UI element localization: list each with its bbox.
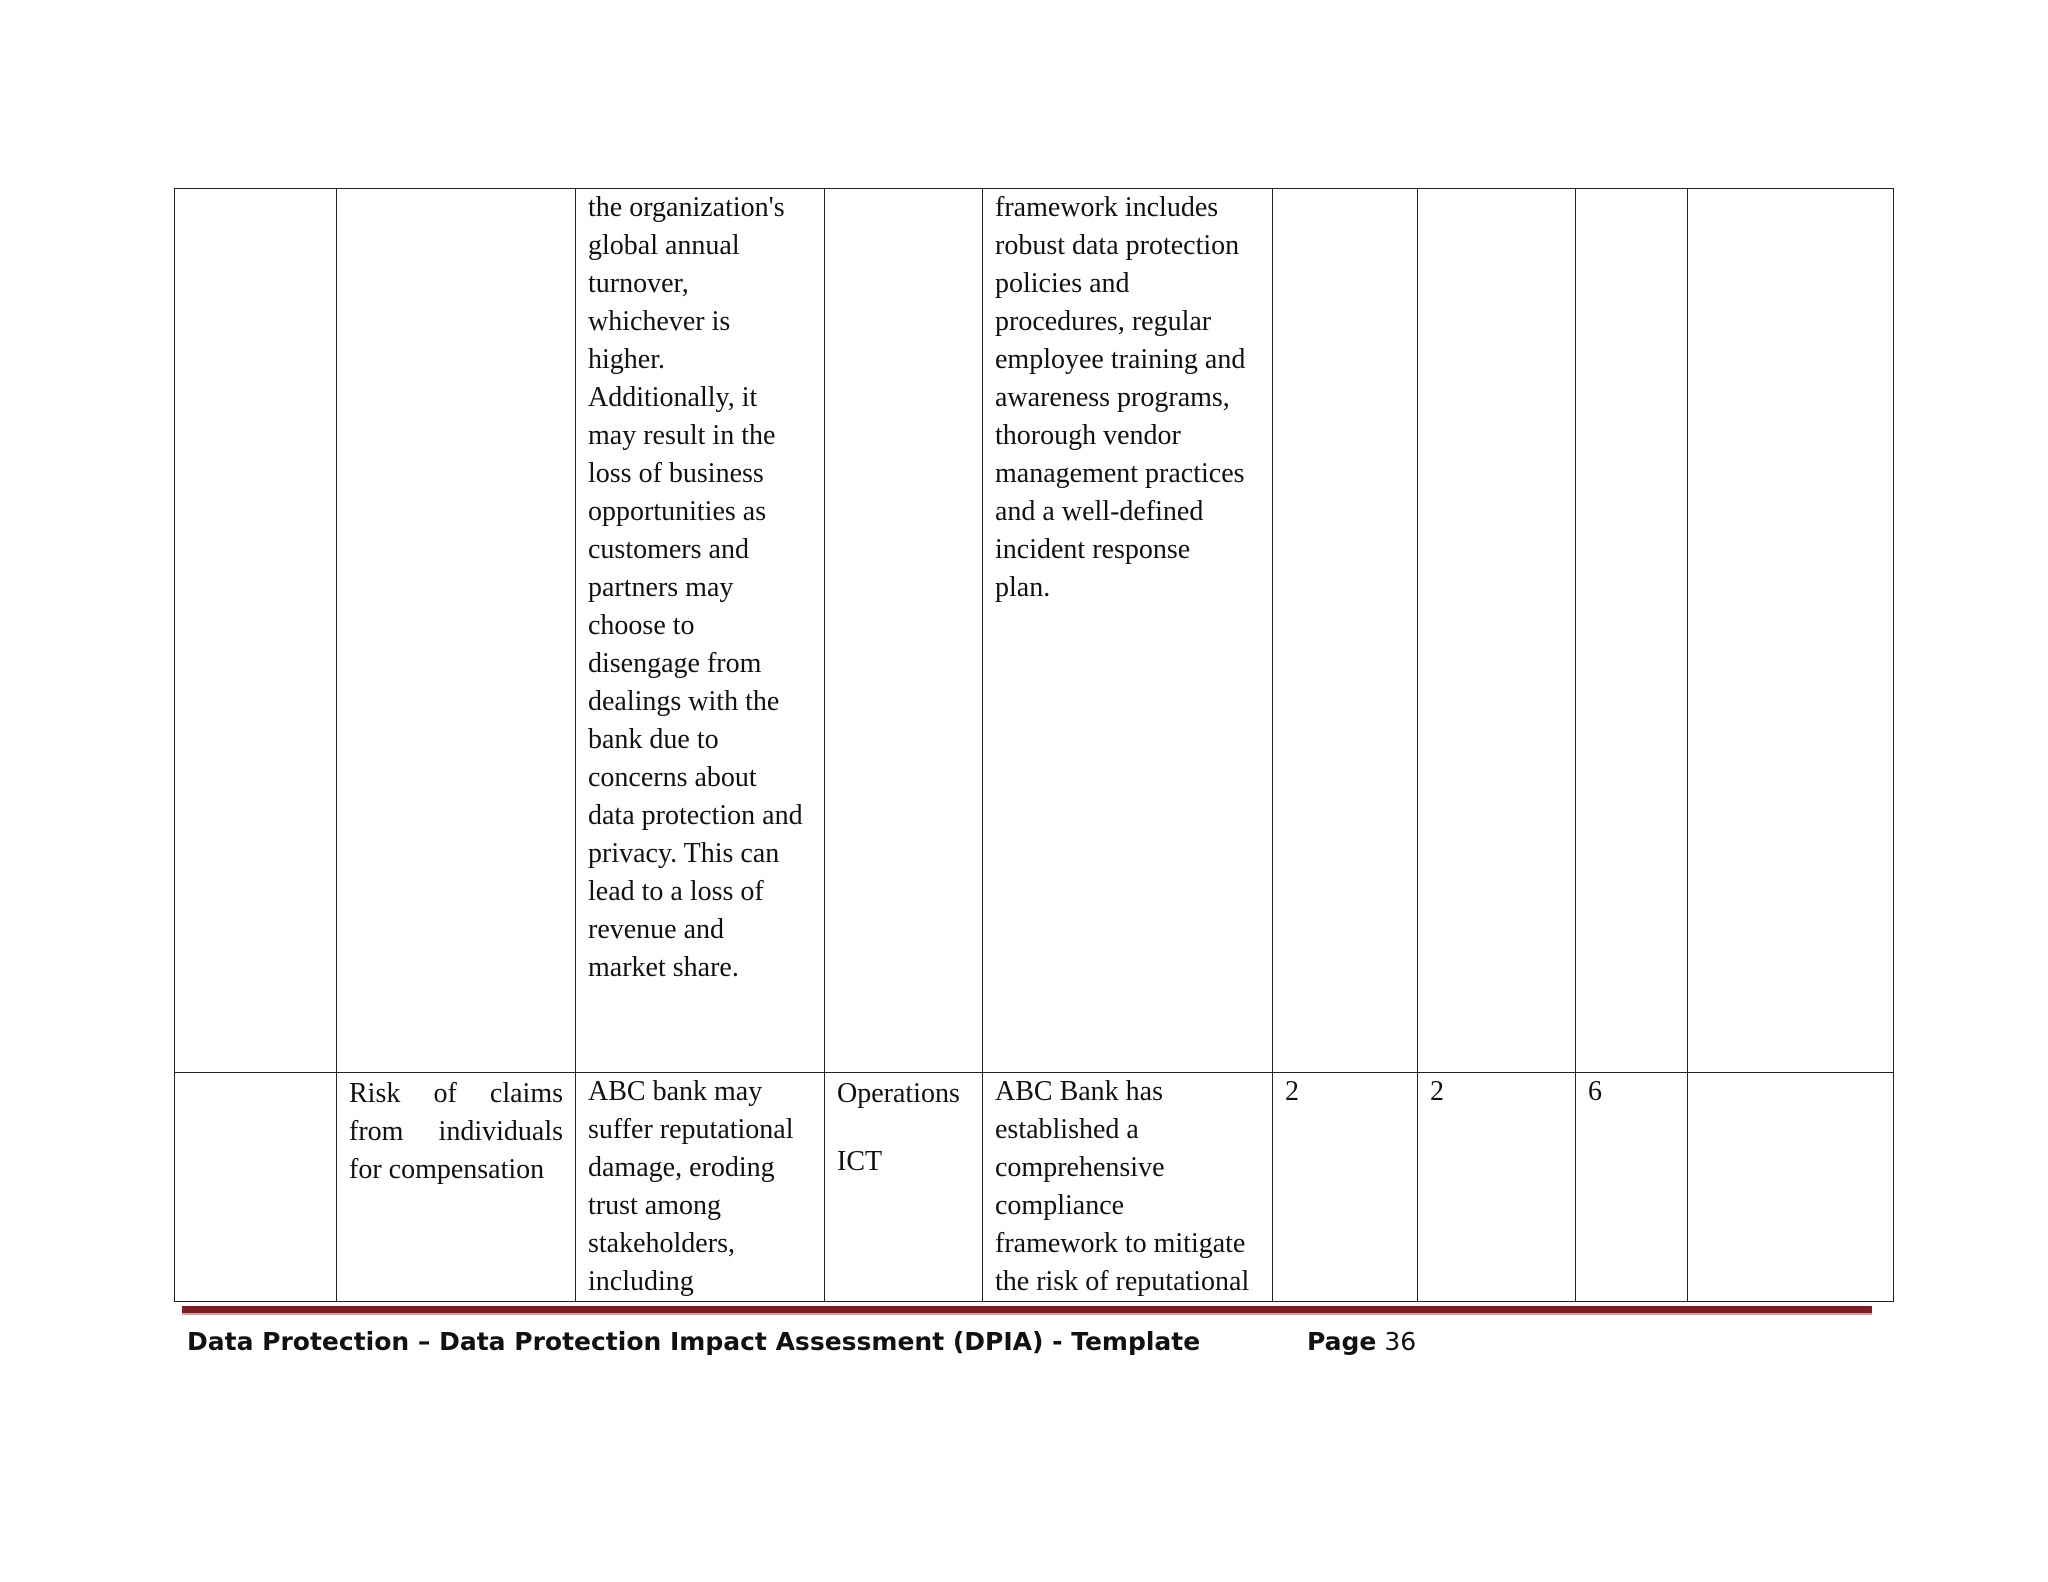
text-line: trust among — [588, 1190, 721, 1221]
text-line: damage, eroding — [588, 1152, 775, 1183]
text-line: management practices — [995, 458, 1245, 489]
text-line: plan. — [995, 572, 1051, 603]
cell-empty — [1688, 189, 1894, 1073]
text-line: ABC Bank has — [995, 1076, 1163, 1107]
cell-consequence — [576, 1073, 825, 1302]
text-line: the risk of reputational — [995, 1266, 1250, 1297]
text-line: the organization's — [588, 192, 785, 223]
cell-empty — [175, 189, 337, 1073]
text-line: including — [588, 1266, 694, 1297]
text-line: market share. — [588, 952, 739, 983]
text-line: incident response — [995, 534, 1191, 565]
page-number-value: 36 — [1384, 1327, 1417, 1356]
text-line: may result in the — [588, 420, 776, 451]
text-line: bank due to — [588, 724, 719, 755]
footer-rule — [182, 1306, 1872, 1313]
cell-controls — [983, 1073, 1273, 1302]
cell-impact: 2 — [1418, 1073, 1576, 1302]
dpia-table — [174, 188, 1894, 1302]
table-row-risk — [175, 1073, 1894, 1302]
text-line: ABC bank may — [588, 1076, 763, 1107]
text-line: awareness programs, — [995, 382, 1230, 413]
text-line: thorough vendor — [995, 420, 1181, 451]
owner-operations: Operations — [837, 1078, 960, 1109]
text-line: global annual — [588, 230, 740, 261]
text-line: opportunities as — [588, 496, 767, 527]
cell-risk-score: 6 — [1576, 1073, 1688, 1302]
page-label: Page — [1307, 1327, 1377, 1356]
text-line: suffer reputational — [588, 1114, 794, 1145]
text-line: established a — [995, 1114, 1139, 1145]
text-line: and a well-defined — [995, 496, 1204, 527]
text-line: employee training and — [995, 344, 1246, 375]
page-number — [1307, 1322, 1416, 1362]
footer-title: Data Protection – Data Protection Impact Assessment (DPIA) - Template — [187, 1327, 1201, 1356]
text-line: whichever is — [588, 306, 731, 337]
text-line: data protection and — [588, 800, 803, 831]
cell-empty — [1418, 189, 1576, 1073]
cell-likelihood: 2 — [1273, 1073, 1418, 1302]
cell-empty — [337, 189, 576, 1073]
footer-rule-shadow — [182, 1313, 1872, 1315]
text-line: dealings with the — [588, 686, 780, 717]
text-line: turnover, — [588, 268, 689, 299]
text-line: Additionally, it — [588, 382, 758, 413]
text-line: choose to — [588, 610, 695, 641]
text-line: policies and — [995, 268, 1130, 299]
owner-ict: ICT — [837, 1146, 883, 1177]
text-line: compliance — [995, 1190, 1125, 1221]
table-row-continued — [175, 189, 1894, 1073]
cell-risk-description: Risk of claims from individuals for compensation — [337, 1073, 576, 1302]
text-line: partners may — [588, 572, 734, 603]
cell-controls — [983, 189, 1273, 1073]
text-line: concerns about — [588, 762, 757, 793]
cell-empty — [175, 1073, 337, 1302]
text-line: disengage from — [588, 648, 762, 679]
text-line: framework includes — [995, 192, 1219, 223]
text-line: framework to mitigate — [995, 1228, 1246, 1259]
page-footer — [187, 1322, 1867, 1362]
text-line: customers and — [588, 534, 749, 565]
cell-empty — [1688, 1073, 1894, 1302]
cell-consequence — [576, 189, 825, 1073]
cell-empty — [825, 189, 983, 1073]
text-line: comprehensive — [995, 1152, 1165, 1183]
text-line: higher. — [588, 344, 665, 375]
text-line: procedures, regular — [995, 306, 1212, 337]
text-line: stakeholders, — [588, 1228, 735, 1259]
cell-empty — [1576, 189, 1688, 1073]
text-line: robust data protection — [995, 230, 1240, 261]
text-line: lead to a loss of — [588, 876, 764, 907]
text-line: revenue and — [588, 914, 725, 945]
text-line: privacy. This can — [588, 838, 780, 869]
cell-risk-owner — [825, 1073, 983, 1302]
cell-empty — [1273, 189, 1418, 1073]
text-line: loss of business — [588, 458, 764, 489]
